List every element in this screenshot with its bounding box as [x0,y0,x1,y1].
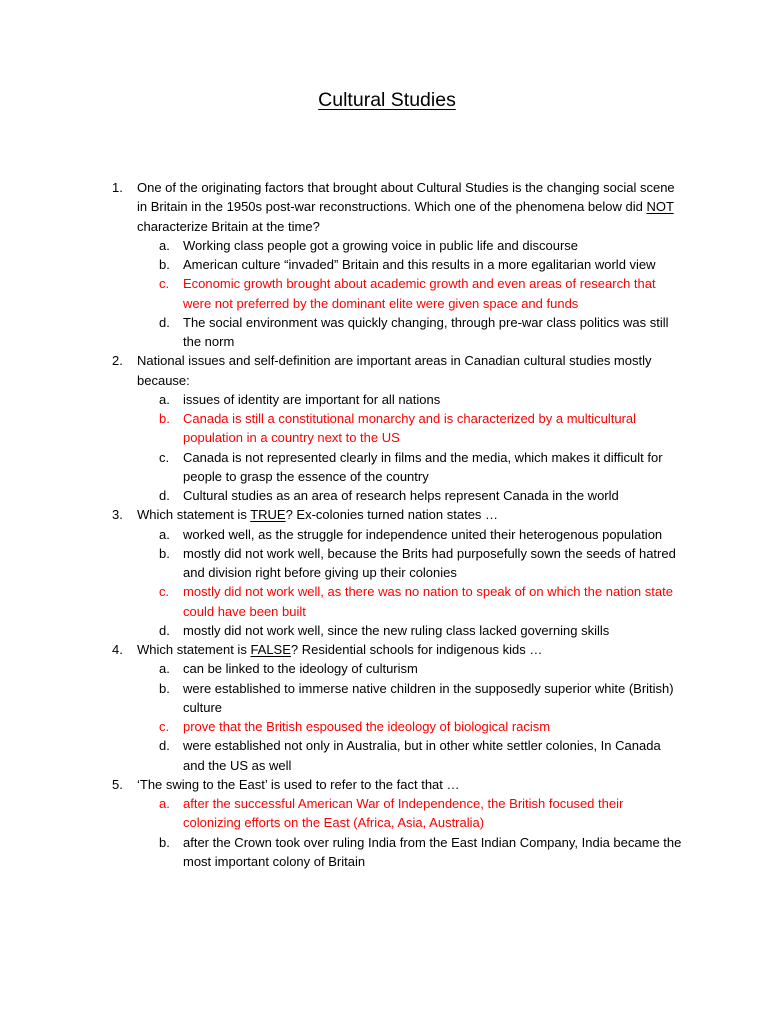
question-number: 5. [112,776,123,792]
option-text: were established to immerse native children in the supposedly superior white (British) culture [183,680,674,715]
option-text: mostly did not work well, because the Brits had purposefully sown the seeds of hatred and division right before giving up their colonies [183,545,676,580]
question-emphasis: NOT [646,199,674,215]
question-text-after: characterize Britain at the time? [137,218,320,234]
option-letter: a. [159,661,170,677]
option-text: were established not only in Australia, but in other white settler colonies, In Canada and the US as well [183,738,661,773]
question-text-after: ? Ex-colonies turned nation states … [285,507,499,523]
option-letter: a. [159,391,170,407]
question-text [137,178,682,236]
question-emphasis: TRUE [250,507,286,523]
question-text [137,640,682,659]
question-body [137,775,682,871]
option-text: can be linked to the ideology of culturism [183,661,418,677]
option-text: mostly did not work well, as there was no nation to speak of on which the nation state could have been built [183,584,673,619]
option-letter: c. [159,719,170,734]
option-text: worked well, as the struggle for independence united their heterogenous population [183,526,663,542]
option-letter: c. [159,276,170,292]
question-text-before: Which statement is [137,507,251,523]
option-text: Cultural studies as an area of research helps represent Canada in the world [183,488,619,503]
option-b-correct-answer [159,409,682,448]
option-text: prove that the British espoused the ideology of biological racism [183,719,551,734]
option-letter: d. [159,622,170,638]
option-letter: c. [159,584,170,600]
option-text: American culture “invaded” Britain and this results in a more egalitarian world view [183,257,656,272]
question-4 [112,640,682,775]
option-text: mostly did not work well, since the new ruling class lacked governing skills [183,622,610,638]
option-list [159,236,682,352]
option-text: Economic growth brought about academic growth and even areas of research that were not preferred by the dominant elite were given space and funds [183,276,656,311]
page-title: Cultural Studies [318,89,456,111]
option-d [159,486,682,505]
option-d [159,313,682,352]
option-a [159,236,682,255]
question-2 [112,351,682,505]
option-b [159,679,682,718]
option-letter: c. [159,449,170,465]
option-b [159,544,682,583]
option-letter: d. [159,738,170,754]
option-c-correct-answer [159,582,682,621]
question-1 [112,178,682,351]
option-letter: d. [159,314,170,330]
option-c [159,448,682,487]
option-letter: b. [159,257,170,272]
option-list [159,659,682,775]
option-letter: b. [159,834,170,850]
question-number: 4. [112,642,123,657]
option-letter: a. [159,796,170,811]
question-5 [112,775,682,871]
question-number: 1. [112,180,123,195]
option-a [159,525,682,544]
option-text: after the Crown took over ruling India from the East Indian Company, India became the most important colony of Britain [183,834,682,869]
question-text-before: National issues and self-definition are important areas in Canadian cultural studies mostly because: [137,353,652,388]
option-d [159,621,682,640]
option-text: Working class people got a growing voice in public life and discourse [183,237,579,253]
question-body [137,178,682,351]
question-body [137,351,682,505]
question-emphasis: FALSE [250,642,291,657]
option-text: Canada is still a constitutional monarchy and is characterized by a multicultural population in a country next to the US [183,411,637,446]
question-3 [112,505,682,640]
question-text-after: ? Residential schools for indigenous kids … [290,642,543,657]
option-d [159,736,682,775]
option-list [159,794,682,871]
question-number: 2. [112,353,123,369]
option-letter: b. [159,680,170,696]
option-text: issues of identity are important for all nations [183,391,441,407]
option-list [159,525,682,641]
question-list [112,178,682,871]
question-text [137,351,682,390]
option-text: Canada is not represented clearly in films and the media, which makes it difficult for people to grasp the essence of the country [183,449,663,484]
option-text: The social environment was quickly changing, through pre-war class politics was still the norm [183,314,669,349]
option-letter: a. [159,526,170,542]
question-text [137,505,682,524]
question-body [137,640,682,775]
option-c-correct-answer [159,274,682,313]
option-c-correct-answer [159,717,682,736]
question-body [137,505,682,640]
option-letter: a. [159,237,170,253]
option-letter: d. [159,488,170,503]
option-b [159,833,682,872]
option-a-correct-answer [159,794,682,833]
option-text: after the successful American War of Independence, the British focused their colonizing efforts on the East (Africa, Asia, Australia) [183,796,624,831]
question-text-before: Which statement is [137,642,251,657]
question-text-before: ‘The swing to the East’ is used to refer to the fact that … [137,776,460,792]
option-letter: b. [159,545,170,561]
question-text-before: One of the originating factors that brought about Cultural Studies is the changing social scene in Britain in the 1950s post-war reconstructions. Which one of the phenomena below did [137,180,675,215]
option-b [159,255,682,274]
question-number: 3. [112,507,123,523]
option-letter: b. [159,411,170,426]
option-a [159,390,682,409]
option-a [159,659,682,678]
question-text [137,775,682,794]
option-list [159,390,682,506]
